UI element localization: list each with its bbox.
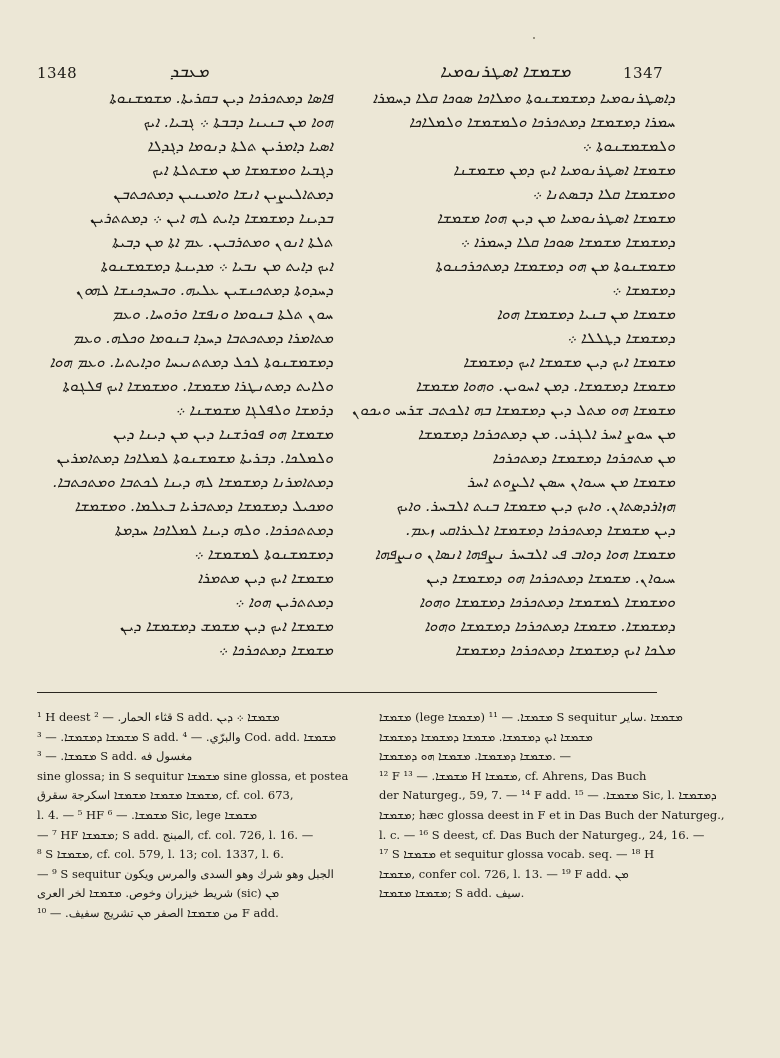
text-line: ܕܡܫܡܫܐ ܀ [611,281,675,299]
text-line: ܡܫܡܫܐ ܗܘ ܦܘܪܫܢܐ ܕܝܢ ܡܢ ܕܝܢܐ ܕܝܢ [112,425,333,443]
footnote-line: ܡܫܡܫܐ ܡܫܡܫܐ; S add. سيف. [379,886,525,901]
text-line: ܕܡܬܬܟܪܟܐ. ܘܠܗ ܕܝܢܐ ܠܡܠܐܟܐ ܚܕܡܬܐ [114,521,333,539]
text-line: ܗܙܐܪܕܣܬܐܢ. ܘܐܝܟ ܕܝܢ ܡܫܡܫܐ ܒܢܬ ܐܠܒܚܪ. ܘܐܝܟ [396,497,675,515]
footnote-line: ܡܫܡܫܐ ܡܫܡܫܐ ܡܫܡܫܐ اسكرجة سقرق, cf. col. 673, [37,788,294,803]
footnote-rule [37,692,657,693]
text-line: ܐܣܝܐ ܕܐܡܪܝܢ ܬܠܬܐ ܕܢܘܡܐ ܕܓܕܠܐ [147,137,333,155]
footnote-line: — ⁹ S sequitur الجبل وهو شرك وهو السدى والمرس ويكون [37,866,334,881]
text-line: ܚܘܢ ܬܠܬܐ ܒܢܘܡܐ ܘܢܦܫܐ ܘܪܘܚܐ. ܘܥܡ [112,305,333,323]
text-line: ܬܠܬܐ ܐܢܘܢ ܘܡܬܪܒܝܢ. ܥܡ ܐܬܐ ܡܢ ܕܒܝܬܐ [111,233,333,251]
footnote-line: ¹² F ܡܫܡܫܐ. — ¹³ H ܡܫܡܫܐ, cf. Ahrens, Das Buch [379,768,647,783]
footnote-line: ¹ H deest قثاء الحمار. — ² S add. ܡܫܡܫܐ ܀ ܕܝܢ [37,710,280,724]
text-line: ܕܡܬܬܪܝܢ ܗܘܐ ܀ [234,593,333,611]
text-line: ܡܢ ܡܬܟܪܟܐ ܕܡܫܡܫܐ ܕܡܬܟܪܟܐ [492,449,675,467]
text-line: ܡܫܡܫܢܘܬܐ ܡܢ ܗܘ ܕܡܫܡܫܐ ܕܡܬܟܪܟܢܘܬܐ [435,257,675,275]
footnote-line: ܡܫܡܫܐ (lege ܡܫܡܫܐ) ܡܫܡܫܐ. — ¹¹ S sequitur ܡܫܡܫܐ .ساير [379,710,683,724]
text-line: ܒܕܝܢܐ ܕܡܫܡܫܐ ܕܐܝܬ ܠܗ ܐܝܢ ܀ ܕܡܬܬܪܝܢ [89,209,333,227]
footnote-line: ⁸ S ܡܫܡܫܐ, cf. col. 579, l. 13; col. 1337, l. 6. [37,847,284,862]
text-line: ܡܫܡܫܐ ܡܢ ܚܝܘܐܢ ܚܣܢ ܐܠܨܘܬ ܐܚܪ [466,473,675,491]
footnote-line: شريط خيزران وخوص. ܡܫܡܫܐ لخر العرى (sic) ܡܢ [37,886,280,901]
text-line: ܡܢ ܚܘܨ ܐܚܪ ܐܠܓܪܝ. ܡܢ ܕܡܬܟܪܟܐ ܕܡܫܡܫܐ [417,425,675,443]
paper-speck [533,37,535,39]
text-line: ܕܡܫܡܫܐ ܡܫܡܫܐ ܣܘܟܐ ܩܠܐ ܕܚܡܪܐ ܀ [459,233,675,251]
text-line: ܕܡܫܡܫܐ. ܡܫܡܫܐ ܕܡܬܟܪܟܐ ܕܡܫܡܫܐ ܘܗܘܐ [424,617,675,635]
text-line: ܡܫܡܫܐ ܐܝܟ ܕܝܢ ܡܫܡܫܐ ܐܝܟ ܕܡܫܡܫܐ [463,353,675,371]
footnote-line: l. 4. — ⁵ HF ܡܫܡܫܐ. — ⁶ Sic, lege ܡܫܡܫܐ [37,807,258,822]
text-line: ܡܫܡܫܐ ܗܘܐ ܕܘܐܒ ܦܝ ܐܠܒܚܪ ܢܨܦܗܐ ܐܢܣܐܢ ܘܢܨܦܗܐ [374,545,675,563]
text-line: ܗܘܐ ܡܢ ܒܢܝܢܐ ܕܒܒܬܐ ܀ ܓܒܝܐ. ܐܝܟ [143,113,333,131]
text-line: ܕܡܬܐܠܝܨܝܢ ܐܢܫܐ ܘܐܡܝܢܝܢ ܕܡܬܟܬܒܢ [112,185,333,203]
text-line: ܡܫܡܫܐ ܐܣܛܪܢܘܡܝܐ ܐܝܟ ܕܡܢ ܡܫܡܫܢܐ [453,161,675,179]
text-line: ܕܓܒܝܐ ܘܡܫܡܫܐ ܡܢ ܡܫܬܠܬܐ ܐܝܟ [151,161,333,179]
right-running-title: ܡܫܡܫܐ ܐܣܛܪܢܘܡܝܐ [440,62,571,82]
text-line: ܡܫܡܫܐ ܐܝܟ ܕܝܢ ܡܬܡܪܐ [197,569,333,587]
text-line: ܕܝܢ ܡܫܡܫܐ ܕܡܬܟܪܟܐ ܕܡܫܡܫܐ ܐܠܥܪܐܩܝ ܙܥܡ. [405,521,675,539]
text-line: ܕܐܣܛܪܢܘܡܝܐ ܕܡܫܡܫܢܘܬܐ ܘܡܠܐܟܐ ܣܘܟܐ ܩܠܐ ܕܚܡܪܐ [372,89,675,107]
footnote-line: — ⁷ HF ܡܫܡܫܐ; S add. المبنج, cf. col. 726, l. 16. — [37,827,314,842]
left-folio-number: 1348 [37,64,78,82]
footnote-line: ܡܫܡܫܐ, confer col. 726, l. 13. — ¹⁹ F add. ܡܢ [379,866,629,881]
text-line: ܚܡܪܐ ܕܡܫܡܫܐ ܕܡܬܟܪܟܐ ܘܠܡܫܡܫܐ ܘܠܡܠܐܟܐ [409,113,675,131]
text-line: ܘܡܟܝܠ ܕܡܫܡܫܐ ܕܡܬܒܪܝܐ ܒܥܠܡܐ. ܘܡܫܡܫܐ [74,497,333,515]
text-line: ܕܪܡܫܐ ܘܠܦܠܓܐ ܡܫܡܫܢܐ ܀ [175,401,333,419]
footnote-line: ܡܫܡܫܐ ܐܝܟ ܕܡܫܡܫܐ. ܡܫܡܫܐ ܕܡܫܡܫܐ ܕܡܫܡܫܐ [379,729,593,744]
text-line: ܡܫܡܫܐ ܗܘ ܡܬܠ ܕܝܢ ܕܡܫܡܫܐ ܒܗ ܐܠܟܬܒ ܫܪܚ ܘܝܟܘܢ [351,401,675,419]
text-line: ܡܫܡܫܐ ܕܡܫܡܫܐ. ܕܡܢ ܐܚܘܝܢ. ܘܗܘܐ ܡܫܡܫܐ [415,377,675,395]
right-column [351,86,675,662]
text-line: ܘܠܡܠܟܐ. ܕܒܪܝܬܐ ܡܫܡܫܢܘܬܐ ܠܡܠܐܟܐ ܕܡܬܐܡܪܝܢ [56,449,333,467]
footnote-line: sine glossa; in S sequitur ܡܫܡܫܐ sine glossa, et postea [37,768,349,783]
text-line: ܡܬܐܡܪܐ ܕܡܬܟܬܒܐ ܕܚܕܐ ܒܢܘܡܐ ܘܟܠܗ. ܘܥܡ [72,329,333,347]
text-line: ܡܫܡܫܐ ܐܝܟ ܕܝܢ ܡܫܡܫ ܕܡܫܡܫܐ ܕܝܢ [119,617,333,635]
text-line: ܕܡܫܡܫܐ ܕܛܠܠܐ ܀ [566,329,675,347]
footnote-line: l. c. — ¹⁶ S deest, cf. Das Buch der Naturgeg., 24, 16. — [379,827,705,842]
text-line: ܘܠܡܫܡܫܢܘܬܐ ܀ [581,137,675,155]
text-line: ܕܚܕܘܬܐ ܕܡܬܟܢܫܝܢ ܥܠܝܗ. ܘܒܚܕܟܢܫܐ ܠܗܘܢ [75,281,333,299]
footnote-line: من ܡܫܡܫܐ الصفر ܡܢ تشريج سفيف. — ¹⁰ F add. [37,905,279,920]
text-line: ܐܝܟ ܕܐܝܬ ܡܢ ܢܒܝܐ ܀ ܡܕܝܢܬܐ ܕܡܫܡܫܢܘܬܐ [100,257,333,275]
left-column [37,86,333,662]
text-line: ܡܠܟܐ ܐܝܟ ܕܡܫܡܫܐ ܕܡܬܟܪܟܐ ܕܡܫܡܫܐ [455,641,675,659]
footnote-line: der Naturgeg., 59, 7. — ¹⁴ F add. ܡܫܡܫܐ. — ¹⁵ Sic, l. ܕܡܫܡܫܐ [379,788,717,803]
footnote-line: ܡܫܡܫܐ ܕܡܫܡܫܐ. ܡܫܡܫܐ ܗܘ ܕܡܫܡܫܐ. — [379,749,572,764]
left-running-title: ܡܥܒܕ [170,62,209,82]
text-line: ܡܫܡܫܐ ܕܡܬܟܪܟܐ ܀ [218,641,333,659]
footnote-line: ܡܫܡܫܐ; hæc glossa deest in F et in Das Buch der Naturgeg., [379,807,725,822]
right-folio-number: 1347 [623,64,664,82]
footnotes-left [37,708,349,924]
footnote-line: ܡܫܡܫܐ. — ³ S add. مغسول فه [37,749,193,764]
footnotes-right [379,708,725,904]
text-line: ܕܡܬܐܡܪܢܐ ܕܡܫܡܫܐ ܠܗ ܕܝܢܐ ܠܟܬܒܐ ܘܡܬܟܬܒܐ. [52,473,333,491]
text-line: ܕܡܫܡܫܢܘܬܐ ܠܟܠ ܕܡܬܬܢܝܚܐ ܘܕܐܝܬܝܐ. ܘܥܡ ܗܘܐ [49,353,333,371]
footnote-line: ¹⁷ S ܡܫܡܫܐ et sequitur glossa vocab. seq. — ¹⁸ H [379,847,655,862]
text-line: ܘܠܐܝܬ ܕܡܬܢܛܪܐ ܡܫܡܫܐ. ܘܡܫܡܫܐ ܐܝܟ ܦܠܓܘܬܐ [62,377,333,395]
text-line: ܚܝܘܐܢ. ܡܫܡܫܐ ܕܡܬܟܪܟܐ ܗܘ ܕܡܫܡܫܐ ܕܝܢ [425,569,675,587]
text-line: ܘܡܫܡܫܐ ܠܡܫܡܫܐ ܕܡܬܟܪܟܐ ܕܡܫܡܫܐ ܘܗܘܐ [419,593,675,611]
text-line: ܡܫܡܫܐ ܡܢ ܒܢܝܐ ܕܡܫܡܫܐ ܗܘܐ [496,305,675,323]
footnote-line: ܡܫܡܫܐ ܕܡܫܡܫܐ. — ³ S add. والبرّي. — ⁴ Cod. add. ܡܫܡܫܐ [37,729,337,744]
text-line: ܕܡܫܡܫܢܘܬܐ ܠܡܫܡܫܐ ܀ [193,545,333,563]
text-line: ܘܡܫܡܫܐ ܩܠܐ ܕܒܣܬܢܐ ܀ [532,185,675,203]
text-line: ܦܐܣܐ ܕܡܬܟܪܟܐ ܕܝܢ ܒܩܪܝܬܐ. ܡܫܡܫܢܘܬܐ [108,89,333,107]
text-line: ܡܫܡܫܐ ܐܣܛܪܢܘܡܝܐ ܡܢ ܕܝܢ ܗܘܐ ܡܫܡܫܐ [436,209,675,227]
